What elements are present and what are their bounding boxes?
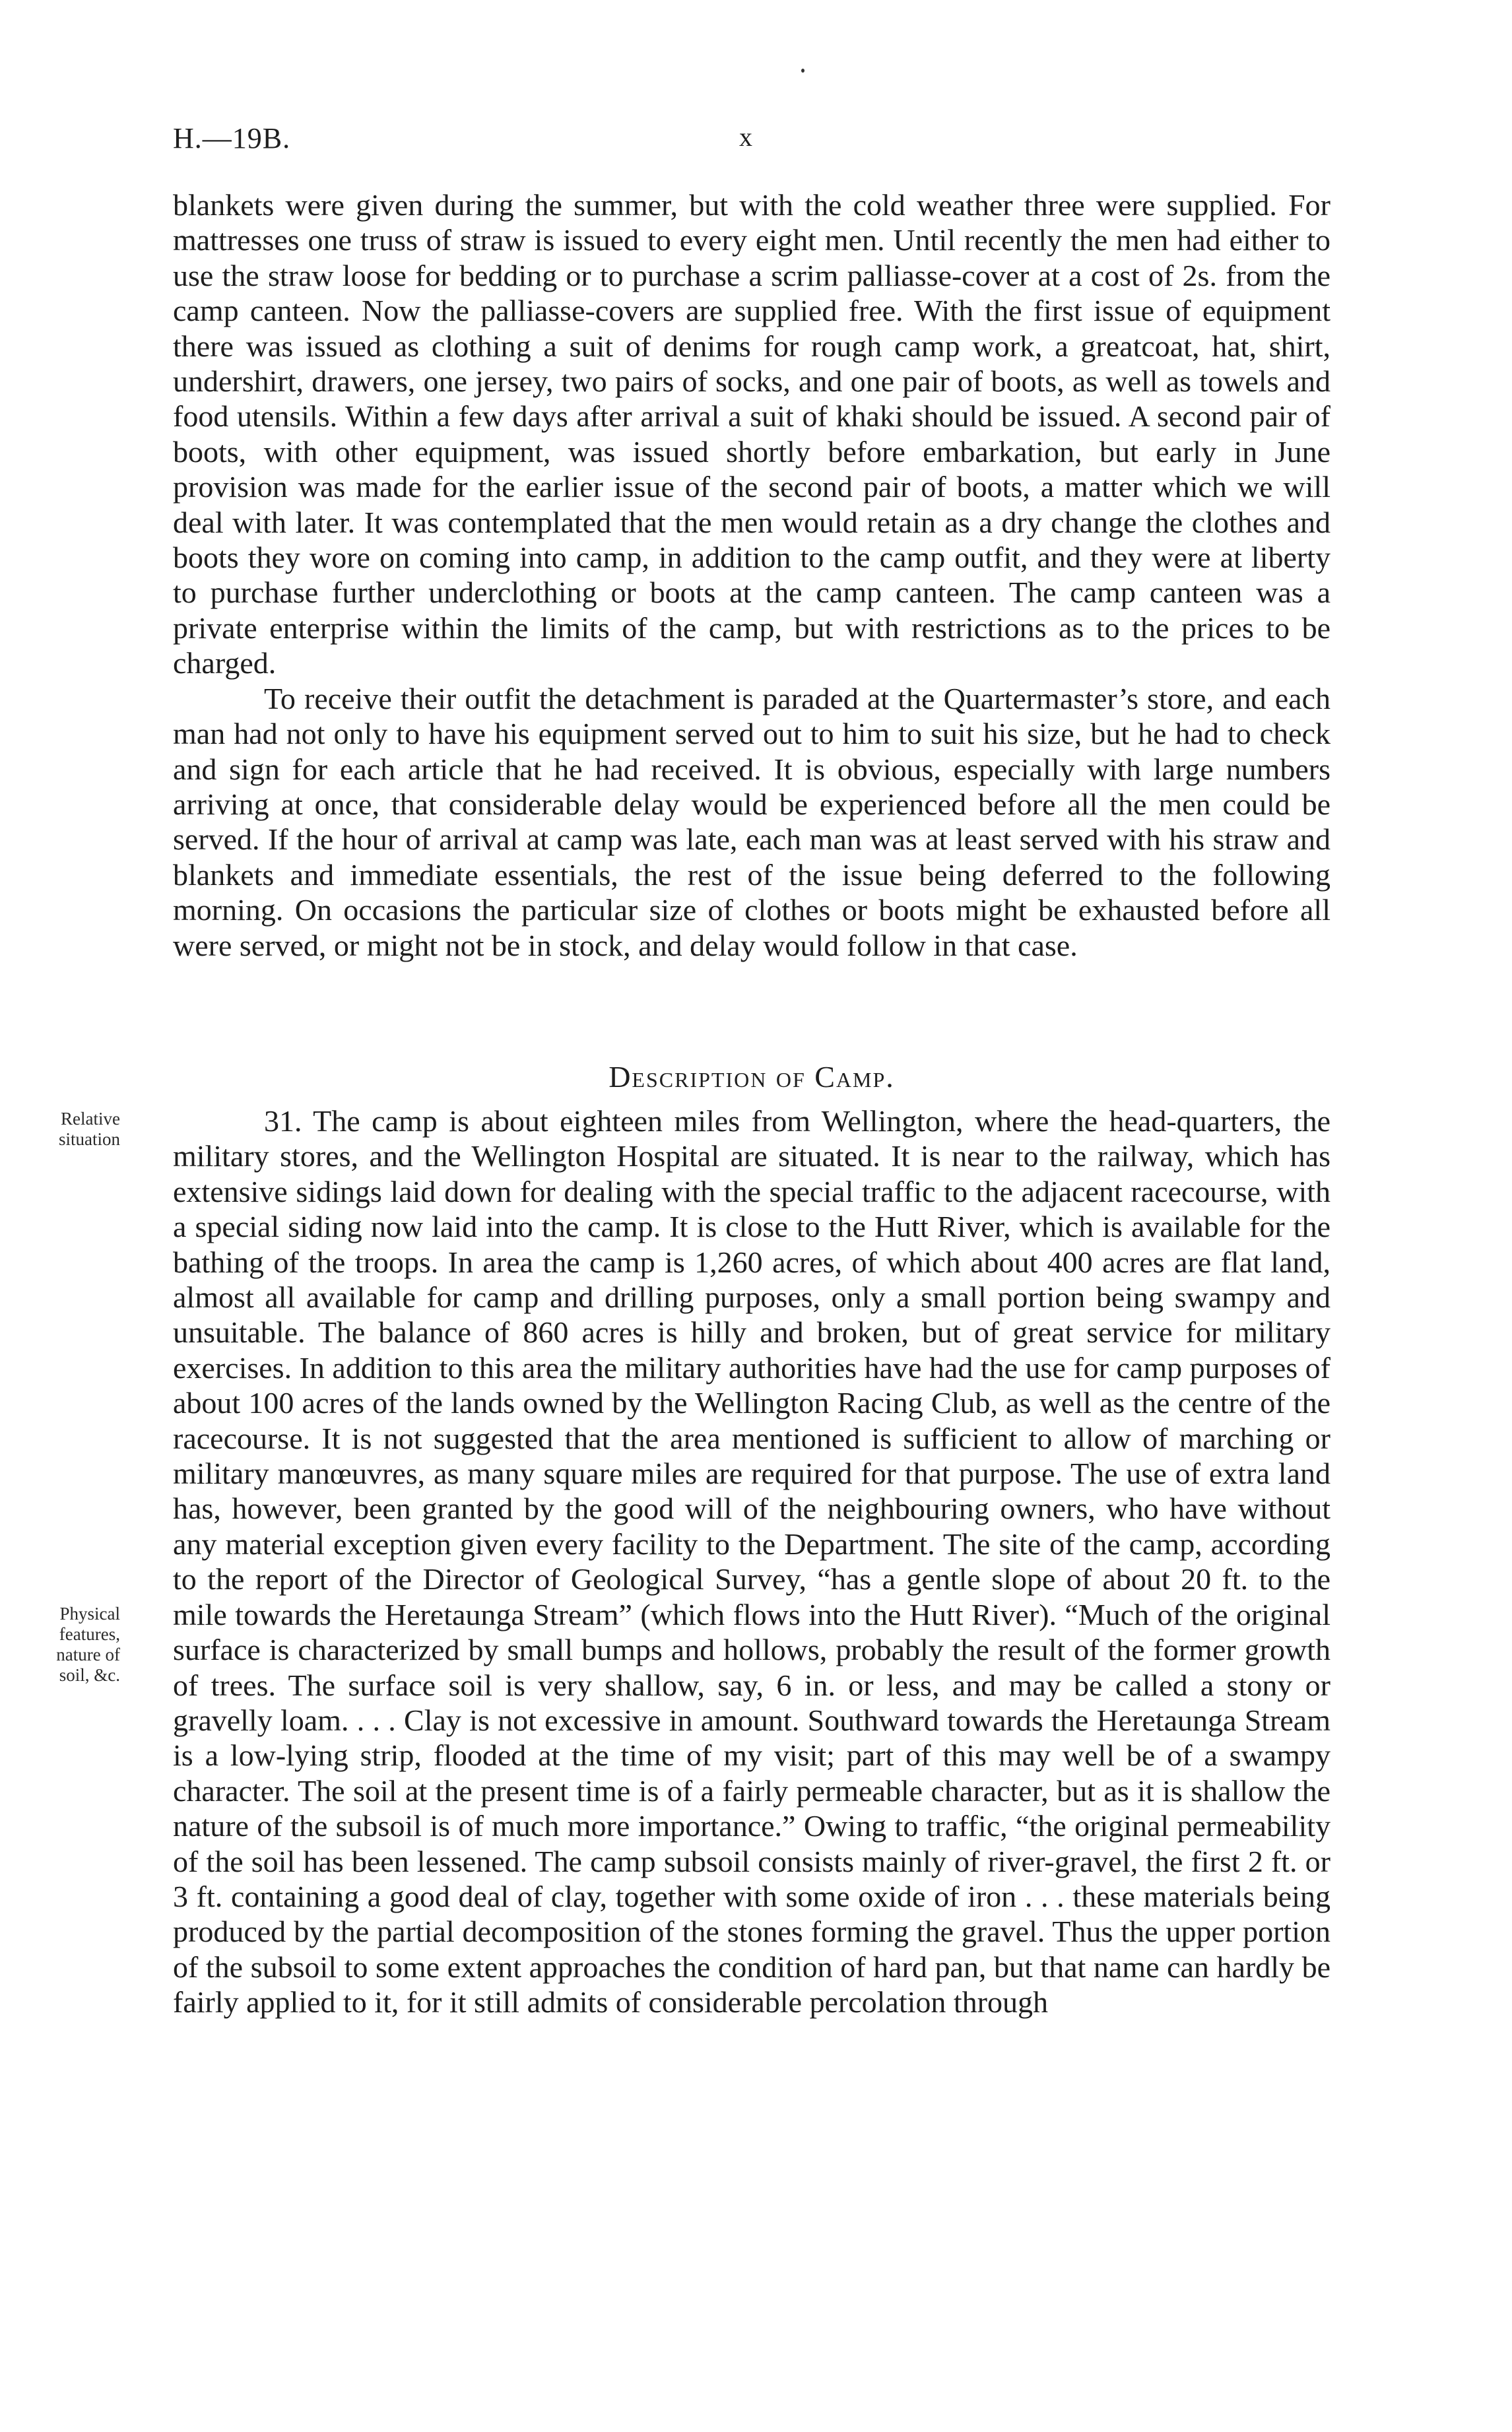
paragraph-continuation: blankets were given during the summer, but with the cold weather three were supplied. For mattresses one truss of straw is issued to every eight men. Until recently the men had either to use the straw loose for bedding or to purchase a scrim palliasse-cover at a cost of 2s. from the camp canteen. Now the palliasse-covers are supplied free. With the first issue of equipment there was issued as clothing a suit of denims for rough camp work, a greatcoat, hat, shirt, undershirt, drawers, one jersey, two pairs of socks, and one pair of boots, as well as towels and food utensils. Within a few days after arrival a suit of khaki should be issued. A second pair of boots, with other equipment, was issued shortly before embarkation, but early in June provision was made for the earlier issue of the second pair of boots, a matter which we will deal with later. It was contemplated that the men would retain as a dry change the clothes and boots they wore on coming into camp, in addition to the camp outfit, and they were at liberty to purchase further underclothing or boots at the camp canteen. The camp canteen was a private enterprise within the limits of the camp, but with restrictions as to the prices to be charged. <box>173 188 1331 680</box>
paragraph-outfit: To receive their outfit the detachment is paraded at the Quartermaster’s store, and each man had not only to have his equipment served out to him to suit his size, but he had to check and sign for each article that he had received. It is obvious, especially with large numbers arriving at once, that considerable delay would be experienced before all the men could be served. If the hour of arrival at camp was late, each man was at least served with his straw and blankets and immediate essentials, the rest of the issue being deferred to the following morning. On occasions the particular size of clothes or boots might be exhausted before all were served, or might not be in stock, and delay would follow in that case. <box>173 681 1331 962</box>
margin-note-physical-features: Physical features, nature of soil, &c. <box>56 1604 120 1685</box>
print-speck <box>801 69 805 73</box>
paragraph-31: 31. The camp is about eighteen miles from Wellington, where the head-quarters, the military stores, and the Wellington Hospital are situated. It is near to the railway, which has extensive sidings laid down for dealing with the special traffic to the adjacent racecourse, with a special siding now laid into the camp. It is close to the Hutt River, which is available for the bathing of the troops. In area the camp is 1,260 acres, of which about 400 acres are flat land, almost all available for camp and drilling purposes, only a small portion being swampy and unsuitable. The balance of 860 acres is hilly and broken, but of great service for military exercises. In addition to this area the military authorities have had the use for camp purposes of about 100 acres of the lands owned by the Wellington Racing Club, as well as the centre of the racecourse. It is not suggested that the area mentioned is sufficient to allow of marching or military manœuvres, as many square miles are required for that purpose. The use of extra land has, however, been granted by the good will of the neighbouring owners, who have without any material exception given every facility to the Department. The site of the camp, according to the report of the Director of Geological Survey, “has a gentle slope of about 20 ft. to the mile towards the Heretaunga Stream” (which flows into the Hutt River). “Much of the original surface is characterized by small bumps and hollows, probably the result of the former growth of trees. The surface soil is very shallow, say, 6 in. or less, and may be called a stony or gravelly loam. . . . Clay is not excessive in amount. Southward towards the Heretaunga Stream is a low-lying strip, flooded at the time of my visit; part of this may well be of a swampy character. The soil at the present time is of a fairly permeable character, but as it is shallow the nature of the subsoil is of much more importance.” Owing to traffic, “the original permeability of the soil has been lessened. The camp subsoil consists mainly of river-gravel, the first 2 ft. or 3 ft. containing a good deal of clay, together with some oxide of iron . . . these materials being produced by the partial decomposition of the stones forming the gravel. Thus the upper portion of the subsoil to some extent approaches the condition of hard pan, but that name can hardly be fairly applied to it, for it still admits of considerable percolation through <box>173 1104 1331 2020</box>
margin-note-relative-situation: Relative situation <box>59 1109 120 1149</box>
section-heading: Description of Camp. <box>608 1060 895 1094</box>
page-number: x <box>739 122 752 152</box>
page-reference: H.—19B. <box>173 122 291 154</box>
section-2-text <box>173 1103 1331 2020</box>
section-1-text <box>173 187 1331 963</box>
